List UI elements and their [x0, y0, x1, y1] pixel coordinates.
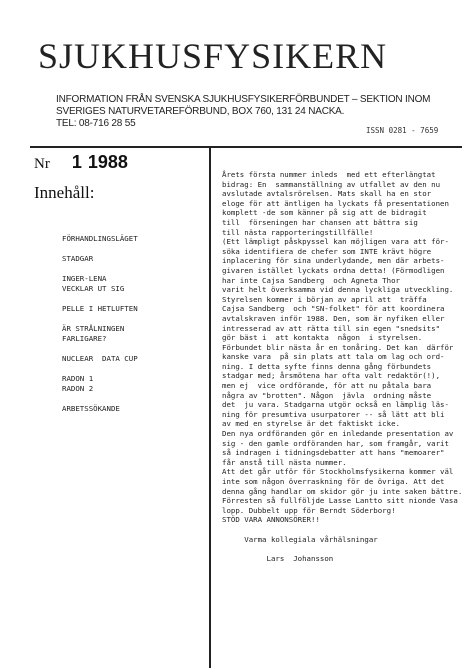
body-line: Att det går utför för Stockholmsfysikerna kommer väl	[222, 467, 454, 477]
header-divider	[30, 146, 462, 148]
body-line: det ju vara. Stadgarna utgör också en lämplig läs-	[222, 400, 449, 410]
issue-nr-label: Nr	[34, 156, 50, 172]
toc-item: RADON 1 RADON 2	[62, 374, 94, 393]
body-line: komplett -de som känner på sig att de bidragit	[222, 208, 427, 218]
issue-number-value: 1	[71, 152, 82, 172]
body-line: lopp. Dubbelt upp för Berndt Söderborg!	[222, 505, 396, 515]
toc-item: PELLE I HETLUFTEN	[62, 304, 138, 313]
body-line: till förseningen har chansen att bättra sig	[222, 217, 418, 227]
toc-item: INGER-LENA VECKLAR UT SIG	[62, 274, 125, 293]
issue-year: 1988	[87, 152, 128, 172]
body-line: av med en styrelse är det faktiskt icke.	[222, 419, 400, 429]
body-line: får anstå till nästa nummer.	[222, 457, 347, 467]
publisher-line: INFORMATION FRÅN SVENSKA SJUKHUSFYSIKERFÖRBUNDET – SEKTION INOM	[56, 94, 431, 105]
contents-heading: Innehåll:	[34, 183, 95, 202]
publisher-info	[56, 94, 456, 130]
body-line: till nästa rapporteringstillfälle!	[222, 227, 374, 237]
body-line: avslutade avtalsrörelsen. Mats skall ha en stor	[222, 189, 432, 199]
body-line: stadgar med; årsmötena har ofta valt redaktör(!),	[222, 371, 441, 381]
publisher-line: SVERIGES NATURVETAREFÖRBUND, BOX 760, 131 24 NACKA.	[56, 106, 345, 117]
body-line: intresserad av att rätta till sin egen "snedsits"	[222, 323, 441, 333]
body-line: ning. I detta syfte finns denna gång förbundets	[222, 361, 432, 371]
issue-number	[34, 152, 128, 173]
toc-item: STADGAR	[62, 254, 94, 263]
body-line: sig - den gamle ordföranden har, som framgår, varit	[222, 438, 449, 448]
body-line: avtalskraven inför 1988. Den, som är nyfiken eller	[222, 313, 445, 323]
body-line: Cajsa Sandberg och "SN-folket" för att koordinera	[222, 304, 445, 314]
issn-number: ISSN 0281 - 7659	[366, 126, 439, 135]
body-line: STÖD VARA ANNONSÖRER!!	[222, 515, 320, 525]
body-line: inplacering för sina underlydande, men där arbets-	[222, 256, 445, 266]
body-line: men ej vice ordförande, för att nu påtala bara	[222, 381, 432, 391]
body-line: inte som någon överraskning för de övriga. Att det	[222, 477, 445, 486]
publisher-line: TEL: 08-716 28 55	[56, 118, 136, 129]
editorial-text	[222, 170, 462, 563]
body-line: Styrelsen kommer i början av april att träffa	[222, 294, 427, 304]
body-line: Förbundet blir nästa år en tonåring. Det kan därför	[222, 342, 454, 352]
body-line: kanske vara på sin plats att tala om lag och ord-	[222, 352, 445, 362]
masthead-title: SJUKHUSFYSIKERN	[38, 36, 388, 76]
body-line: Den nya ordföranden gör en inledande presentation av	[222, 429, 454, 439]
toc-item: ARBETSSÖKANDE	[62, 404, 120, 413]
body-line: (Ett lämpligt påskpyssel kan möjligen vara att för-	[222, 237, 449, 247]
body-line: denna gång handlar om skidor gör ju inte saken bättre.	[222, 486, 462, 496]
table-of-contents	[62, 234, 202, 414]
body-line: några av "brotten". Någon jävla ordning måste	[222, 390, 432, 400]
body-line: bidrag: En sammanställning av utfallet av den nu	[222, 179, 441, 189]
body-line: eloge för att äntligen ha lyckats få presentationen	[222, 198, 449, 208]
body-line: varit helt överksamma vid denna lyckliga utveckling.	[222, 285, 454, 295]
body-line	[222, 525, 462, 535]
body-line: har inte Cajsa Sandberg och Agneta Thor	[222, 275, 400, 285]
body-line: givaren istället lyckats ordna detta! (Förmodligen	[222, 265, 445, 275]
body-line: söka identifiera de chefer som INTE krävt högre	[222, 246, 432, 256]
column-divider	[209, 146, 211, 668]
body-line: gör bäst i att kontakta någon i styrelsen.	[222, 333, 423, 343]
body-line: Förresten så fullföljde Lasse Lantto sitt nionde Vasa	[222, 496, 458, 506]
body-line: så indragen i tidningsdebatter att hans "memoarer"	[222, 448, 445, 458]
toc-item: FÖRHANDLINGSLÄGET	[62, 234, 138, 243]
body-line: ning för presumtiva usurpatorer -- så lätt att bli	[222, 409, 445, 419]
body-line: Lars Johansson	[222, 553, 334, 563]
toc-item: ÄR STRÅLNINGEN FARLIGARE?	[62, 324, 125, 343]
body-line: Årets första nummer inleds med ett efterlängtat	[222, 170, 436, 179]
body-line: Varma kollegiala vårhälsningar	[222, 534, 378, 544]
toc-item: NUCLEAR DATA CUP	[62, 354, 138, 363]
body-line	[222, 544, 462, 554]
